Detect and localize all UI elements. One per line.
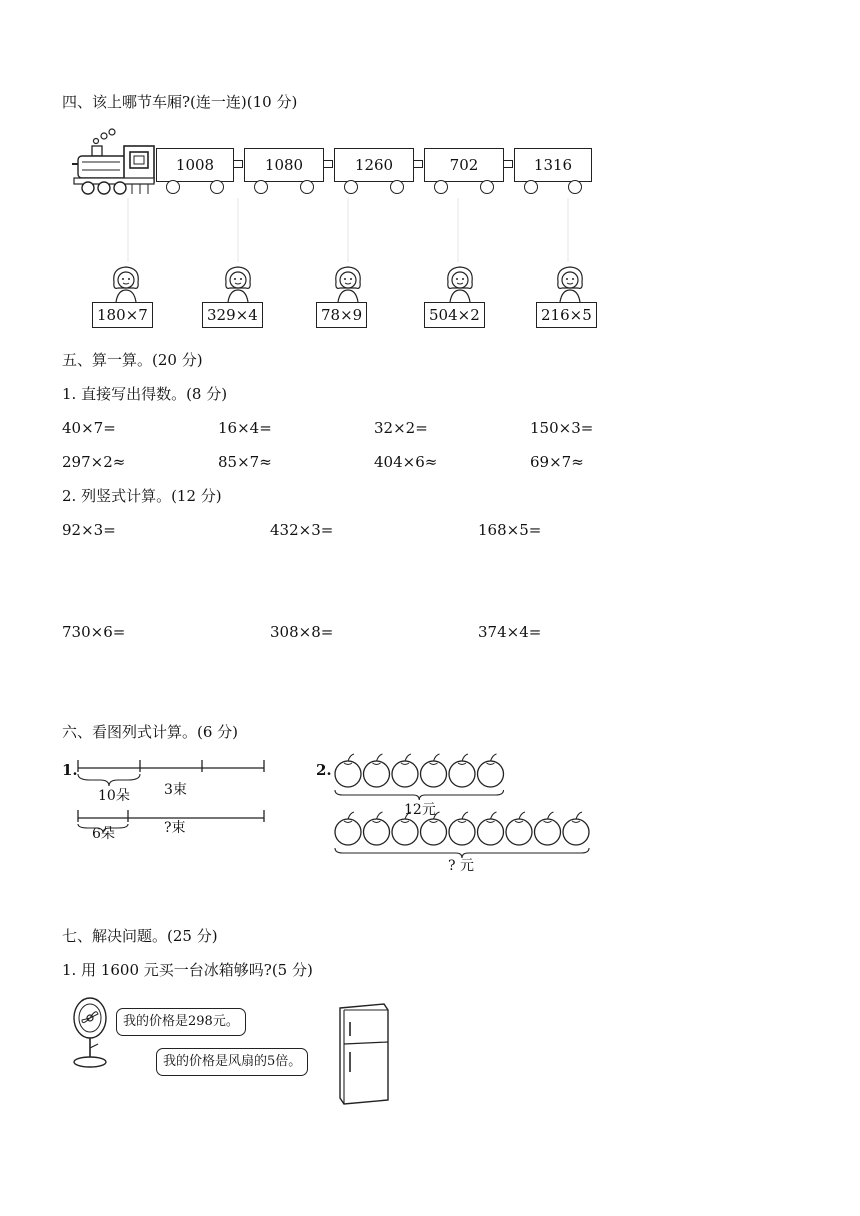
apple-icon bbox=[478, 754, 504, 787]
expression-1: 180×7 bbox=[92, 302, 153, 328]
estimate-item: 297×2≈ bbox=[62, 453, 126, 471]
refrigerator-icon bbox=[334, 1002, 392, 1106]
train-car-3: 1260 bbox=[334, 148, 414, 182]
question-1-title: 1. 用 1600 元买一台冰箱够吗?(5 分) bbox=[62, 961, 313, 979]
apple-icon bbox=[364, 754, 390, 787]
apple-icon bbox=[421, 754, 447, 787]
vertical-calc-item: 374×4= bbox=[478, 623, 542, 641]
vertical-calc-item: 92×3= bbox=[62, 521, 116, 539]
estimate-item: 69×7≈ bbox=[530, 453, 584, 471]
section-7-title: 七、解决问题。(25 分) bbox=[62, 927, 218, 945]
estimate-item: 85×7≈ bbox=[218, 453, 272, 471]
mental-math-item: 150×3= bbox=[530, 419, 594, 437]
apple-icon bbox=[563, 812, 589, 845]
train-car-2: 1080 bbox=[244, 148, 324, 182]
train-car-1: 1008 bbox=[156, 148, 234, 182]
top-total-label: 3束 bbox=[164, 782, 187, 798]
section-5-part-1-title: 1. 直接写出得数。(8 分) bbox=[62, 385, 228, 403]
vertical-calc-item: 168×5= bbox=[478, 521, 542, 539]
top-apples-price-label: 12元 bbox=[404, 802, 436, 818]
mental-math-item: 32×2= bbox=[374, 419, 428, 437]
bottom-segment-label: 6朵 bbox=[92, 826, 115, 842]
train-car-5: 1316 bbox=[514, 148, 592, 182]
expression-3: 78×9 bbox=[316, 302, 367, 328]
apple-icon bbox=[478, 812, 504, 845]
apple-icon bbox=[335, 754, 361, 787]
section-5-part-2-title: 2. 列竖式计算。(12 分) bbox=[62, 487, 222, 505]
apple-icon bbox=[506, 812, 532, 845]
top-segment-label: 10朵 bbox=[98, 788, 130, 804]
apple-icon bbox=[392, 754, 418, 787]
apple-icon bbox=[335, 812, 361, 845]
section-5-title: 五、算一算。(20 分) bbox=[62, 351, 203, 369]
train-car-4: 702 bbox=[424, 148, 504, 182]
bottom-apples-price-label: ? 元 bbox=[448, 858, 474, 874]
expression-2: 329×4 bbox=[202, 302, 263, 328]
mental-math-item: 16×4= bbox=[218, 419, 272, 437]
vertical-calc-item: 432×3= bbox=[270, 521, 334, 539]
apple-icon bbox=[449, 754, 475, 787]
mental-math-item: 40×7= bbox=[62, 419, 116, 437]
expression-5: 216×5 bbox=[536, 302, 597, 328]
expression-4: 504×2 bbox=[424, 302, 485, 328]
fan-speech-bubble: 我的价格是298元。 bbox=[116, 1008, 246, 1036]
fridge-speech-bubble: 我的价格是风扇的5倍。 bbox=[156, 1048, 308, 1076]
vertical-calc-item: 730×6= bbox=[62, 623, 126, 641]
fan-icon bbox=[68, 996, 118, 1070]
estimate-item: 404×6≈ bbox=[374, 453, 438, 471]
section-4-title: 四、该上哪节车厢?(连一连)(10 分) bbox=[62, 93, 298, 111]
figure-1-number: 1. bbox=[62, 761, 78, 779]
vertical-calc-item: 308×8= bbox=[270, 623, 334, 641]
apple-icon bbox=[449, 812, 475, 845]
brace bbox=[335, 790, 504, 800]
apple-icon bbox=[535, 812, 561, 845]
apple-icon bbox=[364, 812, 390, 845]
figure-2-number: 2. bbox=[316, 761, 332, 779]
bottom-total-label: ?束 bbox=[164, 820, 186, 836]
section-6-title: 六、看图列式计算。(6 分) bbox=[62, 723, 239, 741]
